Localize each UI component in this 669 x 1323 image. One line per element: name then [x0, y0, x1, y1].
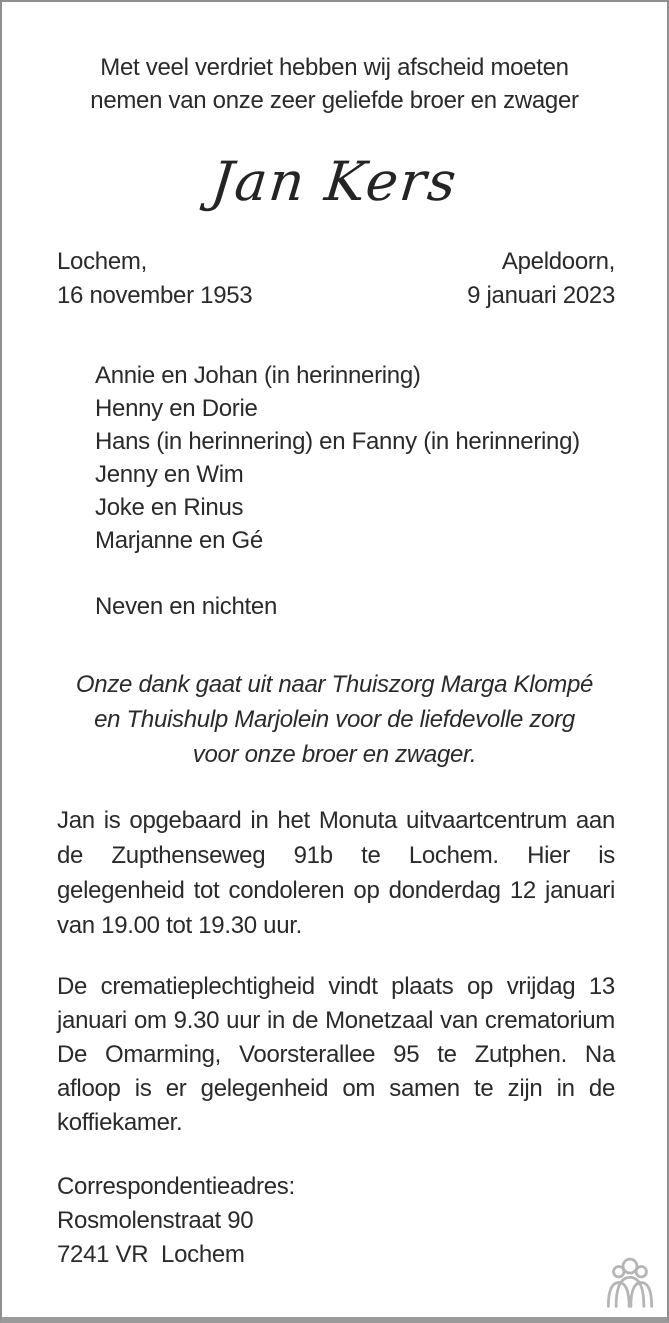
thanks-line-2: en Thuishulp Marjolein voor de liefdevolle zorg: [94, 706, 575, 733]
family-member: Joke en Rinus: [95, 494, 244, 521]
family-member: Annie en Johan (in herinnering): [95, 362, 421, 389]
thanks-text: [2, 667, 667, 772]
family-list: [2, 359, 667, 557]
correspondence-postal-city: 7241 VR Lochem: [57, 1241, 245, 1268]
family-member: Marjanne en Gé: [95, 527, 263, 554]
thanks-line-3: voor onze broer en zwager.: [192, 741, 477, 768]
monuta-people-icon: [602, 1257, 658, 1309]
intro-text: [2, 51, 667, 117]
deceased-name: Jan Kers: [208, 150, 461, 213]
places-and-dates: [2, 245, 667, 313]
correspondence-label: Correspondentieadres:: [57, 1173, 295, 1200]
correspondence-street: Rosmolenstraat 90: [57, 1207, 254, 1234]
correspondence-address: [2, 1170, 667, 1272]
family-closing: Neven en nichten: [95, 593, 277, 620]
family-member: Henny en Dorie: [95, 395, 258, 422]
birth-date: 16 november 1953: [57, 282, 253, 309]
death-date: 9 januari 2023: [467, 282, 615, 309]
thanks-line-1: Onze dank gaat uit naar Thuiszorg Marga Klompé: [75, 671, 594, 698]
family-member: Hans (in herinnering) en Fanny (in herinnering): [95, 428, 580, 455]
viewing-paragraph: Jan is opgebaard in het Monuta uitvaartcentrum aan de Zupthenseweg 91b te Lochem. Hier is gelegenheid tot condoleren op donderdag 12 januari van 19.00 tot 19.30 uur.: [57, 807, 615, 939]
death-place: Apeldoorn,: [501, 248, 615, 275]
death-place-date: [467, 245, 615, 313]
cremation-paragraph: De crematieplechtigheid vindt plaats op vrijdag 13 januari om 9.30 uur in de Monetzaal van crematorium De Omarming, Voorsterallee 95 te Zutphen. Na afloop is er gelegenheid om samen te zijn in de koffiekamer.: [57, 973, 615, 1136]
intro-line-2: nemen van onze zeer geliefde broer en zwager: [90, 87, 579, 114]
birth-place-date: [57, 245, 252, 313]
birth-place: Lochem,: [57, 248, 147, 275]
intro-line-1: Met veel verdriet hebben wij afscheid moeten: [100, 54, 569, 81]
family-member: Jenny en Wim: [95, 461, 244, 488]
